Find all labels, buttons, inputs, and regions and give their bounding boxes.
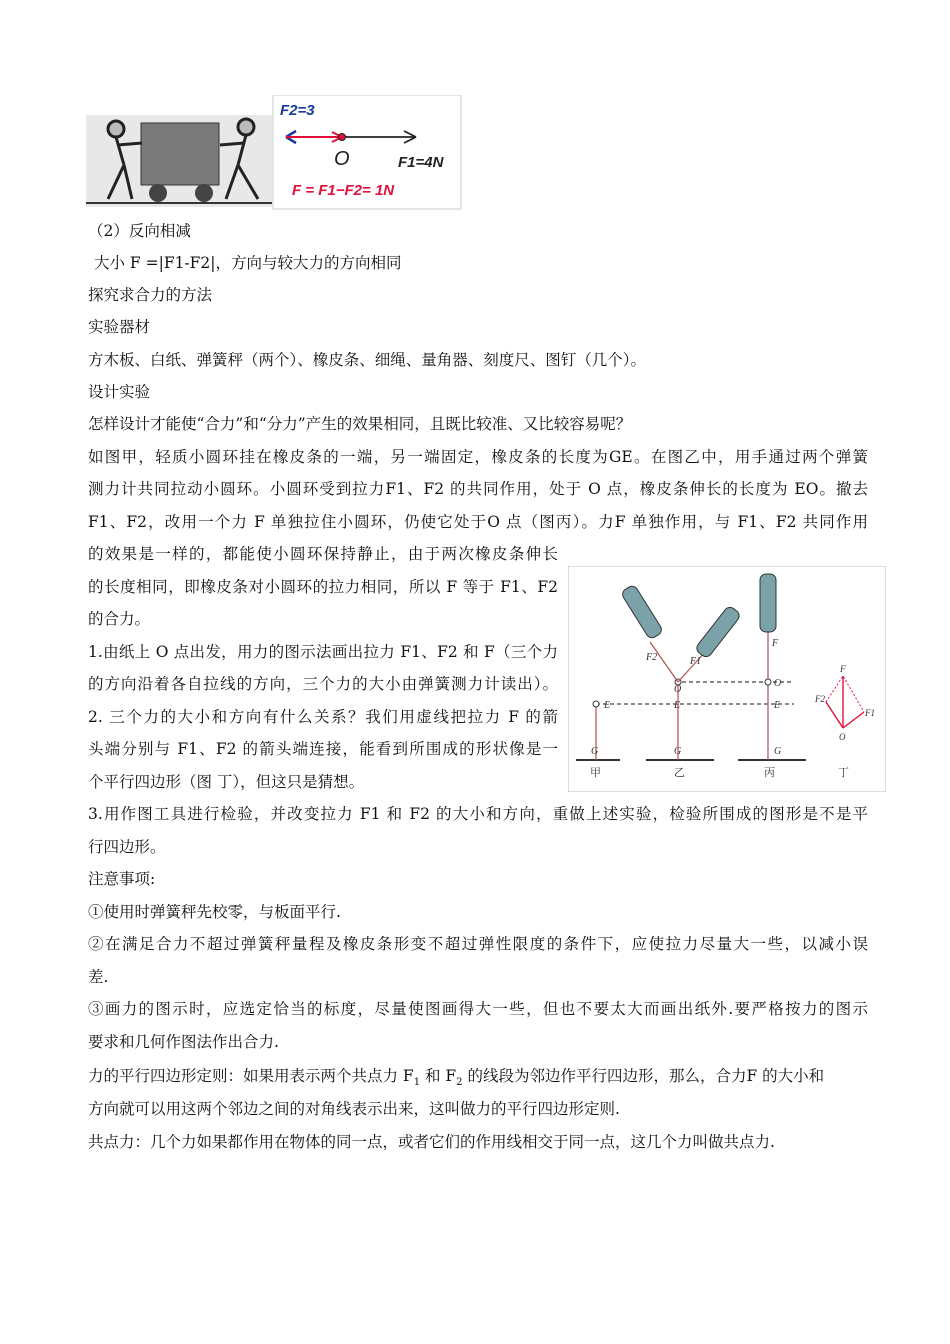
cart-wheel	[149, 184, 167, 202]
svg-text:F1: F1	[865, 708, 875, 718]
point-o	[339, 134, 346, 141]
text-line: 方木板、白纸、弹簧秤（两个）、橡皮条、细绳、量角器、刻度尺、图钉（几个）。	[88, 351, 647, 369]
text-line: 行四边形。	[88, 838, 166, 856]
svg-text:G: G	[674, 746, 682, 757]
spring-scale-figure	[568, 566, 886, 792]
svg-text:F1: F1	[690, 656, 702, 667]
text-line: 的合力。	[88, 610, 151, 628]
spring-scale-vertical	[760, 574, 776, 632]
svg-text:E: E	[674, 700, 681, 711]
svg-text:丙: 丙	[764, 766, 775, 779]
svg-text:E: E	[604, 700, 611, 711]
text-line: 1.由纸上 O 点出发，用力的图示法画出拉力 F1、F2 和 F（三个力	[88, 643, 558, 661]
section-heading: 探究求合力的方法	[88, 286, 213, 304]
svg-text:F2: F2	[646, 652, 658, 663]
svg-text:F2: F2	[815, 694, 825, 704]
text-line: 大小 F =|F1-F2|，方向与较大力的方向相同	[94, 254, 402, 272]
cart-box	[141, 123, 219, 185]
text-line: ①使用时弹簧秤先校零，与板面平行.	[88, 903, 341, 921]
svg-text:F: F	[840, 664, 846, 674]
text-line: 方向就可以用这两个邻边之间的对角线表示出来，这叫做力的平行四边形定则.	[88, 1100, 620, 1118]
text-line: 要求和几何作图法作出合力.	[88, 1033, 279, 1051]
svg-text:丁: 丁	[838, 766, 849, 779]
svg-text:G: G	[591, 746, 599, 757]
o-label: O	[334, 148, 350, 170]
f1-label: F1=4N	[398, 154, 444, 171]
svg-text:O: O	[839, 732, 846, 742]
text-line: 差.	[88, 968, 109, 986]
formula-label: F = F1−F2= 1N	[292, 182, 395, 199]
figure-frame	[568, 566, 886, 792]
section-heading: 注意事项:	[88, 870, 156, 888]
text-line: F1、F2，改用一个力 F 单独拉住小圆环，仍使它处于O 点（图丙）。力F 单独作用，与 F1、F2 共同作用	[88, 513, 868, 531]
svg-text:O: O	[674, 684, 682, 695]
opposing-forces-figure	[86, 95, 466, 211]
section-heading: 设计实验	[88, 383, 151, 401]
text-line: 的长度相同，即橡皮条对小圆环的拉力相同，所以 F 等于 F1、F2	[88, 578, 558, 596]
section-heading: 实验器材	[88, 318, 151, 336]
svg-text:O: O	[774, 678, 782, 689]
f2-label: F2=3	[280, 102, 315, 119]
text-line: 怎样设计才能使“合力”和“分力”产生的效果相同，且既比较准、又比较容易呢？	[88, 415, 632, 433]
svg-text:G: G	[774, 746, 782, 757]
text-line: （2）反向相减	[88, 222, 191, 240]
text-line: 的效果是一样的，都能使小圆环保持静止，由于两次橡皮条伸长	[88, 545, 558, 563]
text-line: ③画力的图示时，应选定恰当的标度，尽量使图画得大一些，但也不要太大而画出纸外.要严格按力的图示	[88, 1000, 868, 1018]
text-line: 3.用作图工具进行检验，并改变拉力 F1 和 F2 的大小和方向，重做上述实验，检验所围成的图形是不是平	[88, 805, 868, 823]
svg-text:F: F	[772, 638, 779, 649]
text-line: 如图甲，轻质小圆环挂在橡皮条的一端，另一端固定，橡皮条的长度为GE。在图乙中，用手通过两个弹簧	[88, 448, 868, 466]
text-line: 2. 三个力的大小和方向有什么关系？我们用虚线把拉力 F 的箭	[88, 708, 558, 726]
ring-a	[593, 701, 599, 707]
svg-text:甲: 甲	[590, 766, 601, 779]
text-line: 个平行四边形（图 丁），但这只是猜想。	[88, 773, 365, 791]
cart-wheel	[195, 184, 213, 202]
theorem-line: 力的平行四边形定则：如果用表示两个共点力 $F_1$ 和 $F_2$ 的线段为邻边作平行四边形，那么，合力F 的大小和	[88, 1067, 825, 1089]
svg-text:乙: 乙	[674, 766, 685, 779]
text-line: ②在满足合力不超过弹簧秤量程及橡皮条形变不超过弹性限度的条件下，应使拉力尽量大一些，以减小误	[88, 935, 868, 953]
text-line: 测力计共同拉动小圆环。小圆环受到拉力F1、F2 的共同作用，处于 O 点，橡皮条伸长的长度为 EO。撤去	[88, 480, 868, 498]
text-line: 的方向沿着各自拉线的方向，三个力的大小由弹簧测力计读出）。	[88, 675, 558, 693]
text-line: 头端分别与 F1、F2 的箭头端连接，能看到所围成的形状像是一	[88, 740, 558, 758]
text-line: 共点力：几个力如果都作用在物体的同一点，或者它们的作用线相交于同一点，这几个力叫做共点力.	[88, 1133, 775, 1151]
ring-c	[765, 679, 771, 685]
svg-text:E: E	[774, 700, 781, 711]
